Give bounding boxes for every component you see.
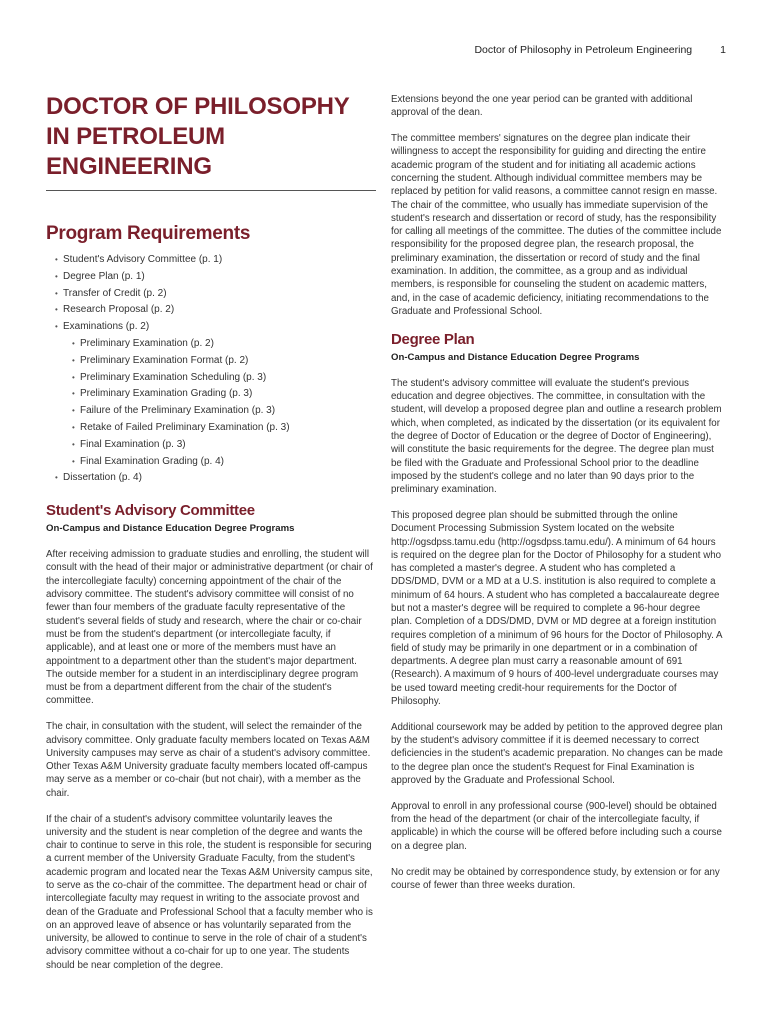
- advisory-continued-paragraph: The committee members' signatures on the degree plan indicate their willingness to accept the responsibility for guiding and directing the entire academic program of the student and for initiating all academic actions concerning the student. Although individual committee members may be replaced by petition for valid reasons, a committee cannot resign en masse. The chair of the committee, who usually has immediate supervision of the student's research and dissertation or record of study, has the responsibility for calling all meetings of the committee. The duties of the committee include responsibility for the proposed degree plan, the research proposal, the preliminary examination, the dissertation or record of study and the final examination. In addition, the committee, as a group and as individual members, is responsible for counseling the student on academic matters, and, in the case of academic deficiency, initiating recommendations to the Graduate and Professional School.: [391, 133, 722, 317]
- toc-subitem-preliminary-exam-format[interactable]: • Preliminary Examination Format (p. 2): [72, 353, 376, 370]
- advisory-committee-subheading: On-Campus and Distance Education Degree Programs: [46, 523, 295, 535]
- page-number: 1: [720, 44, 726, 56]
- degree-plan-paragraph: The student's advisory committee will evaluate the student's previous education and degree objectives. The committee, in consultation with the student, will develop a proposed degree plan and outline a research problem which, when completed, as indicated by the dissertation (or its equivalent for the degree of Doctor of Education or the degree of Doctor of Engineering), will constitute the basic requirements for the degree. The degree plan must be filed with the Graduate and Professional School prior to the deadline imposed by the student's college and no later than 90 days prior to the preliminary examination.: [391, 377, 722, 496]
- left-column: [46, 92, 376, 985]
- advisory-committee-heading: Student's Advisory Committee: [46, 502, 255, 520]
- advisory-paragraph: If the chair of a student's advisory committee voluntarily leaves the university and the student is near completion of the degree and wants the chair to continue to serve in this role, the student is responsible for securing a current member of the University Graduate Faculty, from the student's academic program and located near the Texas A&M University campus site, to serve as the co-chair of the committee. The department head or chair of intercollegiate faculty may request in writing to the associate provost and dean of the Graduate and Professional School that a faculty member who is on an approved leave of absence or has voluntarily separated from the university, be allowed to continue to serve in the role of chair of a student's advisory committee without a co-chair for up to one year. The students should be near completion of the degree.: [46, 813, 373, 971]
- program-requirements-heading: Program Requirements: [46, 223, 251, 244]
- degree-plan-paragraph: No credit may be obtained by correspondence study, by extension or for any course of fewer than three weeks duration.: [391, 866, 720, 891]
- toc-item-research-proposal[interactable]: • Research Proposal (p. 2): [55, 302, 376, 319]
- degree-plan-heading: Degree Plan: [391, 330, 475, 348]
- running-header: [474, 44, 726, 56]
- toc-subitem-failure-preliminary-exam[interactable]: • Failure of the Preliminary Examination (p. 3): [72, 403, 376, 420]
- advisory-continued-paragraph: Extensions beyond the one year period can be granted with additional approval of the dean.: [391, 94, 693, 119]
- running-title: Doctor of Philosophy in Petroleum Engineering: [474, 44, 693, 56]
- toc-list: [46, 252, 376, 487]
- document-title: DOCTOR OF PHILOSOPHY IN PETROLEUM ENGINEERING: [46, 93, 350, 180]
- toc-item-dissertation[interactable]: • Dissertation (p. 4): [55, 470, 376, 487]
- toc-item-advisory-committee[interactable]: • Student's Advisory Committee (p. 1): [55, 252, 376, 269]
- toc-subitem-final-exam[interactable]: • Final Examination (p. 3): [72, 437, 376, 454]
- advisory-paragraph: The chair, in consultation with the student, will select the remainder of the advisory committee. Only graduate faculty members located on Texas A&M University campuses may serve as chair of a student's advisory committee. Other Texas A&M University graduate faculty members located off-campus may serve as a member or co-chair (but not chair), with a member as the chair.: [46, 721, 371, 799]
- toc-item-transfer-of-credit[interactable]: • Transfer of Credit (p. 2): [55, 286, 376, 303]
- toc-subitem-final-exam-grading[interactable]: • Final Examination Grading (p. 4): [72, 454, 376, 471]
- right-column: [391, 93, 723, 905]
- degree-plan-paragraph: Approval to enroll in any professional course (900-level) should be obtained from the head of the department (or chair of the intercollegiate faculty, if applicable) in which the course will be offered before including such a course on a degree plan.: [391, 800, 722, 852]
- toc-item-examinations-label[interactable]: Examinations (p. 2): [63, 321, 150, 333]
- advisory-paragraph: After receiving admission to graduate studies and enrolling, the student will consult with the head of their major or administrative department (or chair of the intercollegiate faculty) concerning appointment of the chair of the advisory committee. The student's advisory committee will consist of no fewer than four members of the graduate faculty representative of the student's several fields of study and research, where the chair or co-chair must be from the student's department (or intercollegiate faculty, if applicable), and at least one or more of the members must have an appointment to a department other than the student's major department. The outside member for a student in an interdisciplinary degree program must be from a department different from the chair of the student's committee.: [46, 549, 373, 707]
- toc-subitem-preliminary-exam[interactable]: • Preliminary Examination (p. 2): [72, 336, 376, 353]
- toc-item-degree-plan[interactable]: • Degree Plan (p. 1): [55, 269, 376, 286]
- toc-sublist-examinations: [63, 336, 376, 470]
- toc-subitem-retake-preliminary-exam[interactable]: • Retake of Failed Preliminary Examination (p. 3): [72, 420, 376, 437]
- toc-subitem-preliminary-exam-scheduling[interactable]: • Preliminary Examination Scheduling (p. 3): [72, 370, 376, 387]
- degree-plan-paragraph: Additional coursework may be added by petition to the approved degree plan by the student's advisory committee if it is deemed necessary to correct deficiencies in the student's academic preparation. No changes can be made to the degree plan once the student's Request for Final Examination is approved by the Graduate and Professional School.: [391, 721, 723, 787]
- toc-item-examinations: [55, 319, 376, 470]
- toc-subitem-preliminary-exam-grading[interactable]: • Preliminary Examination Grading (p. 3): [72, 386, 376, 403]
- degree-plan-paragraph: This proposed degree plan should be submitted through the online Document Processing Submission System located on the website http://ogsdpss.tamu.edu (http://ogsdpss.tamu.edu/). A minimum of 64 hours is required on the degree plan for the Doctor of Philosophy for a student who has completed a master's degree. A student who has completed a DDS/DMD, DVM or a MD at a U.S. institution is also required to complete a minimum of 64 hours. A student who has completed a baccalaureate degree but not a master's degree will be required to complete a 96-hour degree plan. Completion of a DDS/DMD, DVM or MD degree at a foreign institution requires completion of a minimum of 96 hours for the Doctor of Philosophy. A field of study may be primarily in one department or in a combination of departments. A degree plan must carry a reasonable amount of 691 (Research). A maximum of 9 hours of 400-level undergraduate courses may be used toward meeting credit-hour requirements for the Doctor of Philosophy.: [391, 509, 722, 708]
- title-divider: [46, 190, 376, 191]
- degree-plan-subheading: On-Campus and Distance Education Degree Programs: [391, 351, 640, 363]
